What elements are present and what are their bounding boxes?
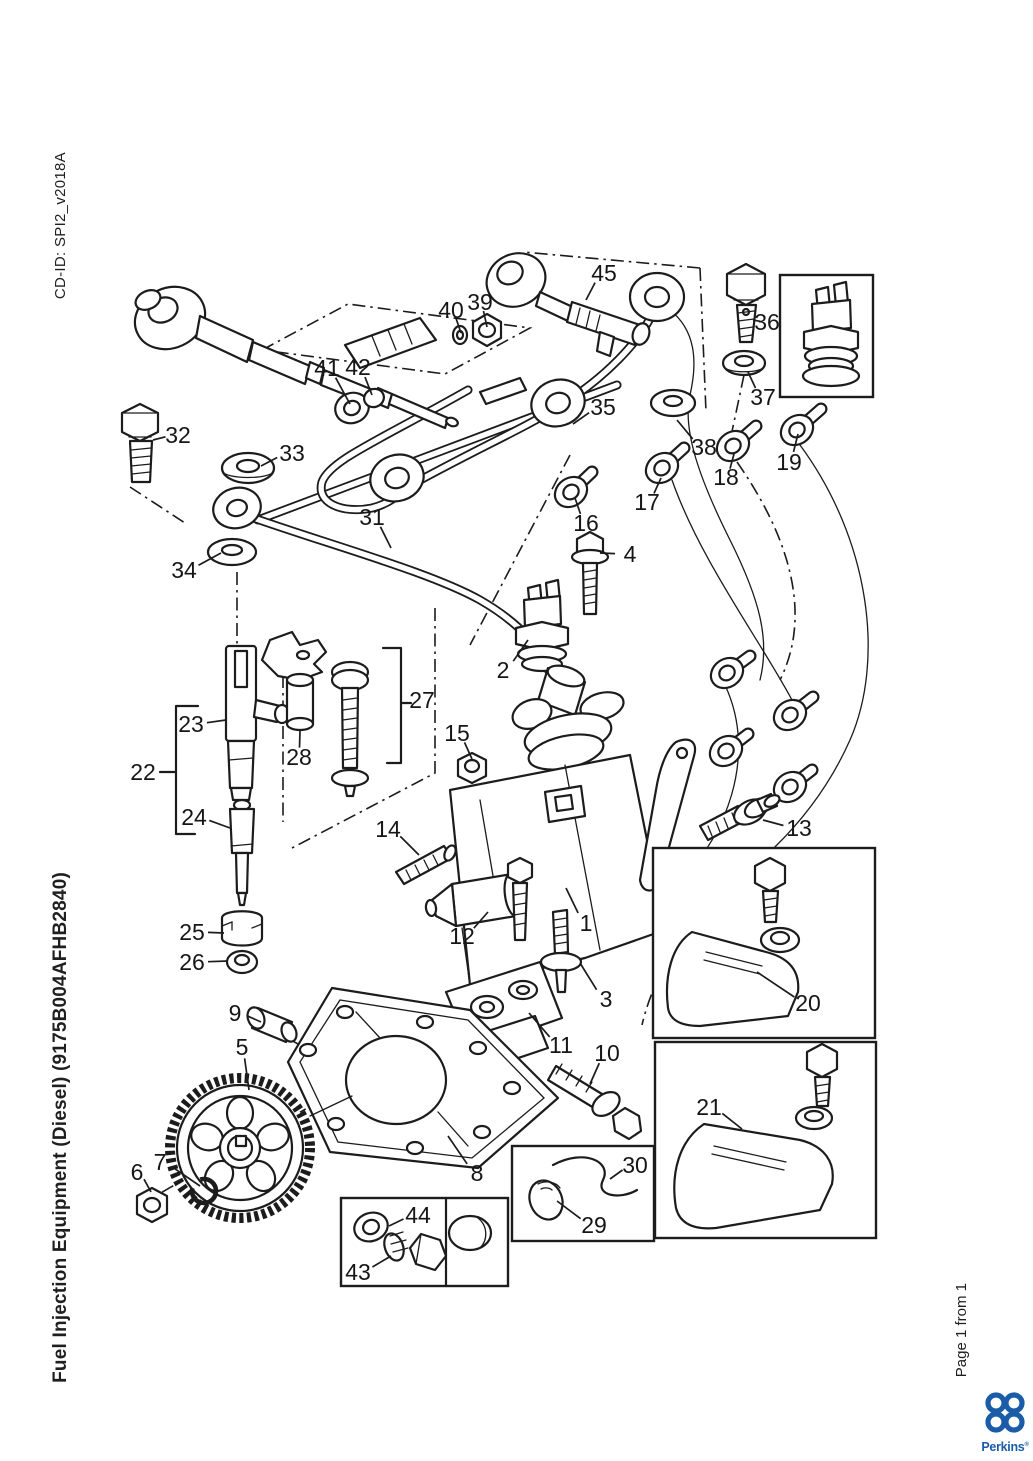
svg-text:27: 27: [409, 687, 435, 713]
svg-text:11: 11: [549, 1032, 573, 1058]
injector-clamp-plate: [262, 632, 326, 680]
svg-text:13: 13: [786, 815, 812, 841]
svg-text:30: 30: [622, 1152, 648, 1178]
svg-text:36: 36: [754, 309, 780, 335]
cap-blank: [449, 1216, 491, 1250]
part-label-37: [748, 372, 776, 410]
washer-38: [651, 390, 695, 416]
bolt-32: [122, 404, 158, 482]
svg-text:7: 7: [153, 1149, 167, 1175]
svg-text:19: 19: [776, 449, 802, 475]
washer-37: [723, 351, 765, 375]
svg-text:29: 29: [581, 1212, 607, 1238]
svg-text:38: 38: [691, 434, 717, 460]
svg-text:6: 6: [130, 1159, 144, 1185]
bolt-13: [700, 793, 781, 840]
svg-text:12: 12: [449, 923, 475, 949]
svg-text:33: 33: [279, 440, 305, 466]
svg-text:2: 2: [496, 657, 510, 683]
svg-text:16: 16: [573, 510, 599, 536]
washer-26: [227, 951, 257, 973]
part-label-33: [261, 440, 305, 466]
boxed-sensor: [780, 275, 873, 397]
svg-text:21: 21: [696, 1094, 722, 1120]
leakoff-rail-assembly-center: [478, 244, 652, 356]
svg-text:22: 22: [130, 759, 156, 785]
page-indicator: Page 1 from 1: [953, 1283, 970, 1378]
svg-text:4: 4: [623, 541, 637, 567]
part-label-31: [359, 504, 391, 548]
part-label-4: [600, 541, 637, 567]
part-label-6: [131, 1159, 151, 1192]
part-label-34: [171, 553, 221, 583]
svg-text:18: 18: [713, 464, 739, 490]
svg-text:26: 26: [179, 949, 205, 975]
bracket-27: [383, 648, 411, 763]
nozzle-shield-25: [222, 911, 262, 945]
part-label-24: [181, 804, 230, 830]
svg-text:14: 14: [375, 816, 401, 842]
svg-text:31: 31: [359, 504, 385, 530]
part-label-16: [573, 498, 599, 536]
washer-34: [208, 539, 256, 565]
pipe-sleeve: [480, 378, 526, 404]
part-label-28: [286, 731, 312, 770]
clamp-box-20: [653, 848, 875, 1038]
part-label-26: [179, 949, 228, 975]
part-label-27: [409, 687, 435, 713]
part-label-45: [586, 260, 617, 300]
svg-text:24: 24: [181, 804, 207, 830]
svg-text:1: 1: [579, 910, 593, 936]
injector-body-23: [226, 646, 256, 741]
svg-text:34: 34: [171, 557, 197, 583]
svg-text:9: 9: [228, 1000, 242, 1026]
svg-text:17: 17: [634, 489, 660, 515]
clamp-box-21: [655, 1042, 876, 1238]
banjo-eye: [630, 273, 684, 321]
svg-text:3: 3: [599, 986, 613, 1012]
cd-id-text: CD-ID: SPI2_v2018A: [52, 152, 69, 300]
svg-text:23: 23: [178, 711, 204, 737]
svg-text:42: 42: [345, 354, 371, 380]
nut-6: [137, 1188, 167, 1222]
part-label-14: [375, 816, 419, 855]
svg-text:10: 10: [594, 1040, 620, 1066]
bolt-9: [244, 1005, 299, 1044]
nut-39: [473, 314, 501, 346]
svg-text:25: 25: [179, 919, 205, 945]
svg-text:37: 37: [750, 384, 776, 410]
part-label-15: [444, 720, 472, 759]
bolt-27: [332, 662, 368, 796]
spacer-28: [287, 674, 313, 730]
svg-text:35: 35: [590, 394, 616, 420]
svg-text:44: 44: [405, 1202, 431, 1228]
part-label-22: [130, 759, 156, 785]
svg-text:5: 5: [235, 1034, 249, 1060]
svg-text:41: 41: [314, 355, 340, 381]
part-label-13: [763, 815, 812, 841]
solenoid-12: [425, 873, 524, 926]
washer-33: [222, 453, 274, 483]
stud-14: [396, 844, 458, 884]
brand-name: Perkins®: [981, 1440, 1029, 1454]
svg-text:28: 28: [286, 744, 312, 770]
part-label-3: [580, 963, 612, 1012]
svg-text:20: 20: [795, 990, 821, 1016]
svg-text:40: 40: [438, 297, 464, 323]
part-label-40: [438, 297, 464, 333]
page-title: Fuel Injection Equipment (Diesel) (9175B004AFHB2840): [50, 872, 71, 1383]
svg-text:15: 15: [444, 720, 470, 746]
bolt-4: [572, 532, 608, 614]
svg-text:45: 45: [591, 260, 617, 286]
part-label-23: [178, 711, 226, 737]
svg-text:8: 8: [470, 1160, 484, 1186]
banjo-eye: [209, 482, 266, 533]
part-label-25: [179, 919, 224, 945]
svg-text:43: 43: [345, 1259, 371, 1285]
part-label-10: [590, 1040, 620, 1084]
svg-text:39: 39: [467, 289, 493, 315]
leakoff-rail-assembly-left: [125, 276, 459, 428]
svg-text:32: 32: [165, 422, 191, 448]
part-label-36: [753, 309, 780, 335]
